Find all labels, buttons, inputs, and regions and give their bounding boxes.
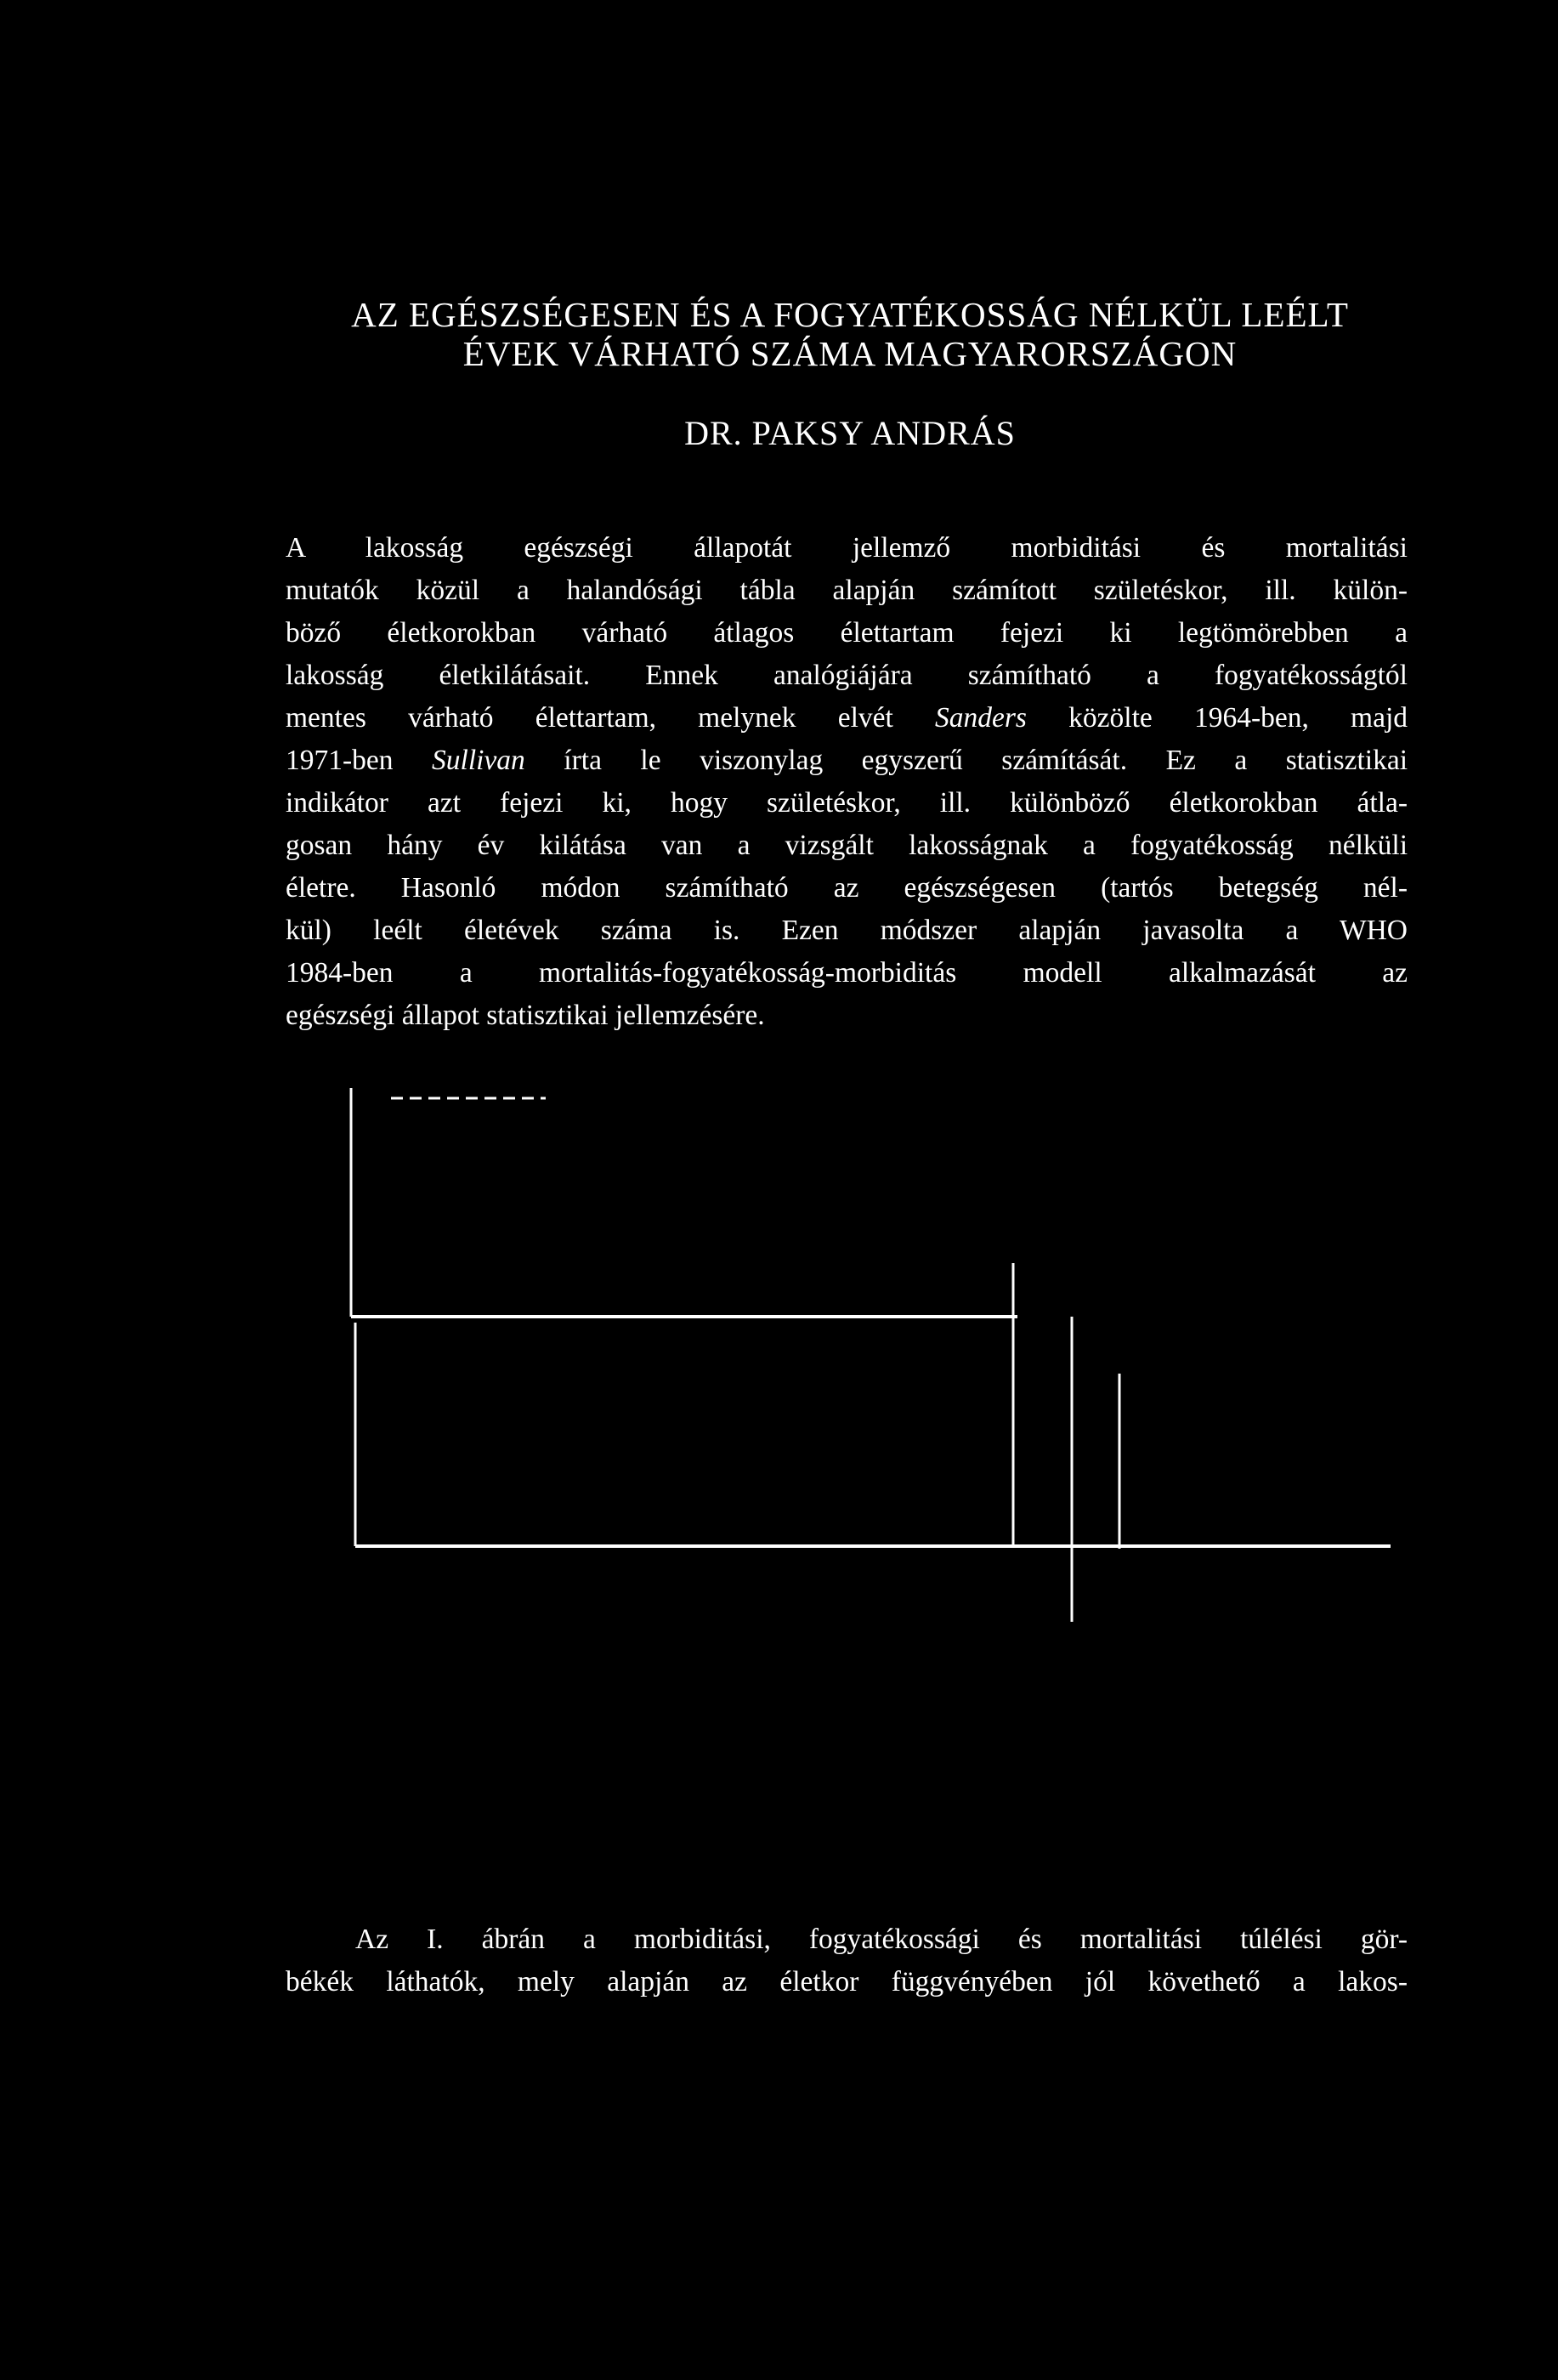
author-reference-sullivan: Sullivan: [432, 745, 525, 776]
paragraph-line: egészségi állapot statisztikai jellemzésére.: [286, 1000, 765, 1031]
paragraph-text: mentes várható élettartam, melynek elvét: [286, 702, 893, 734]
paragraph-line: gosan hány év kilátása van a vizsgált lakosságnak a fogyatékosság nélküli: [286, 830, 1408, 861]
paragraph-line: indikátor azt fejezi ki, hogy születéskor, ill. különböző életkorokban átla-: [286, 787, 1408, 819]
paragraph-line: Az I. ábrán a morbiditási, fogyatékossági és mortalitási túlélési gör-: [355, 1924, 1408, 1955]
author-name: DR. PAKSY ANDRÁS: [684, 414, 1016, 452]
paragraph-line: [286, 697, 1408, 740]
paragraph-line: kül) leélt életévek száma is. Ezen módszer alapján javasolta a WHO: [286, 915, 1408, 946]
article-title-line-2: ÉVEK VÁRHATÓ SZÁMA MAGYARORSZÁGON: [462, 334, 1238, 373]
paragraph-text: írta le viszonylag egyszerű számítását. Ez a statisztikai: [564, 745, 1408, 776]
paragraph-line: A lakosság egészségi állapotát jellemző morbiditási és mortalitási: [286, 532, 1408, 564]
author-reference-sanders: Sanders: [935, 702, 1027, 734]
paragraph-line: 1984-ben a mortalitás-fogyatékosság-morbiditás modell alkalmazását az: [286, 957, 1408, 989]
figure-reference-paragraph: [286, 1918, 1408, 2003]
intro-paragraph: [286, 527, 1408, 1037]
paragraph-line: [286, 740, 1408, 782]
paragraph-line: böző életkorokban várható átlagos élettartam fejezi ki legtömörebben a: [286, 617, 1408, 649]
paragraph-text: 1971-ben: [286, 745, 394, 776]
paragraph-line: lakosság életkilátásait. Ennek analógiájára számítható a fogyatékosságtól: [286, 660, 1408, 691]
paragraph-line: békék láthatók, mely alapján az életkor függvényében jól követhető a lakos-: [286, 1966, 1408, 1998]
article-title-line-1: AZ EGÉSZSÉGESEN ÉS A FOGYATÉKOSSÁG NÉLKÜL LEÉLT: [351, 295, 1349, 334]
paragraph-line: mutatók közül a halandósági tábla alapján számított születéskor, ill. külön-: [286, 575, 1408, 606]
paragraph-line: életre. Hasonló módon számítható az egészségesen (tartós betegség nél-: [286, 872, 1408, 904]
paragraph-text: közölte 1964-ben, majd: [1068, 702, 1408, 734]
